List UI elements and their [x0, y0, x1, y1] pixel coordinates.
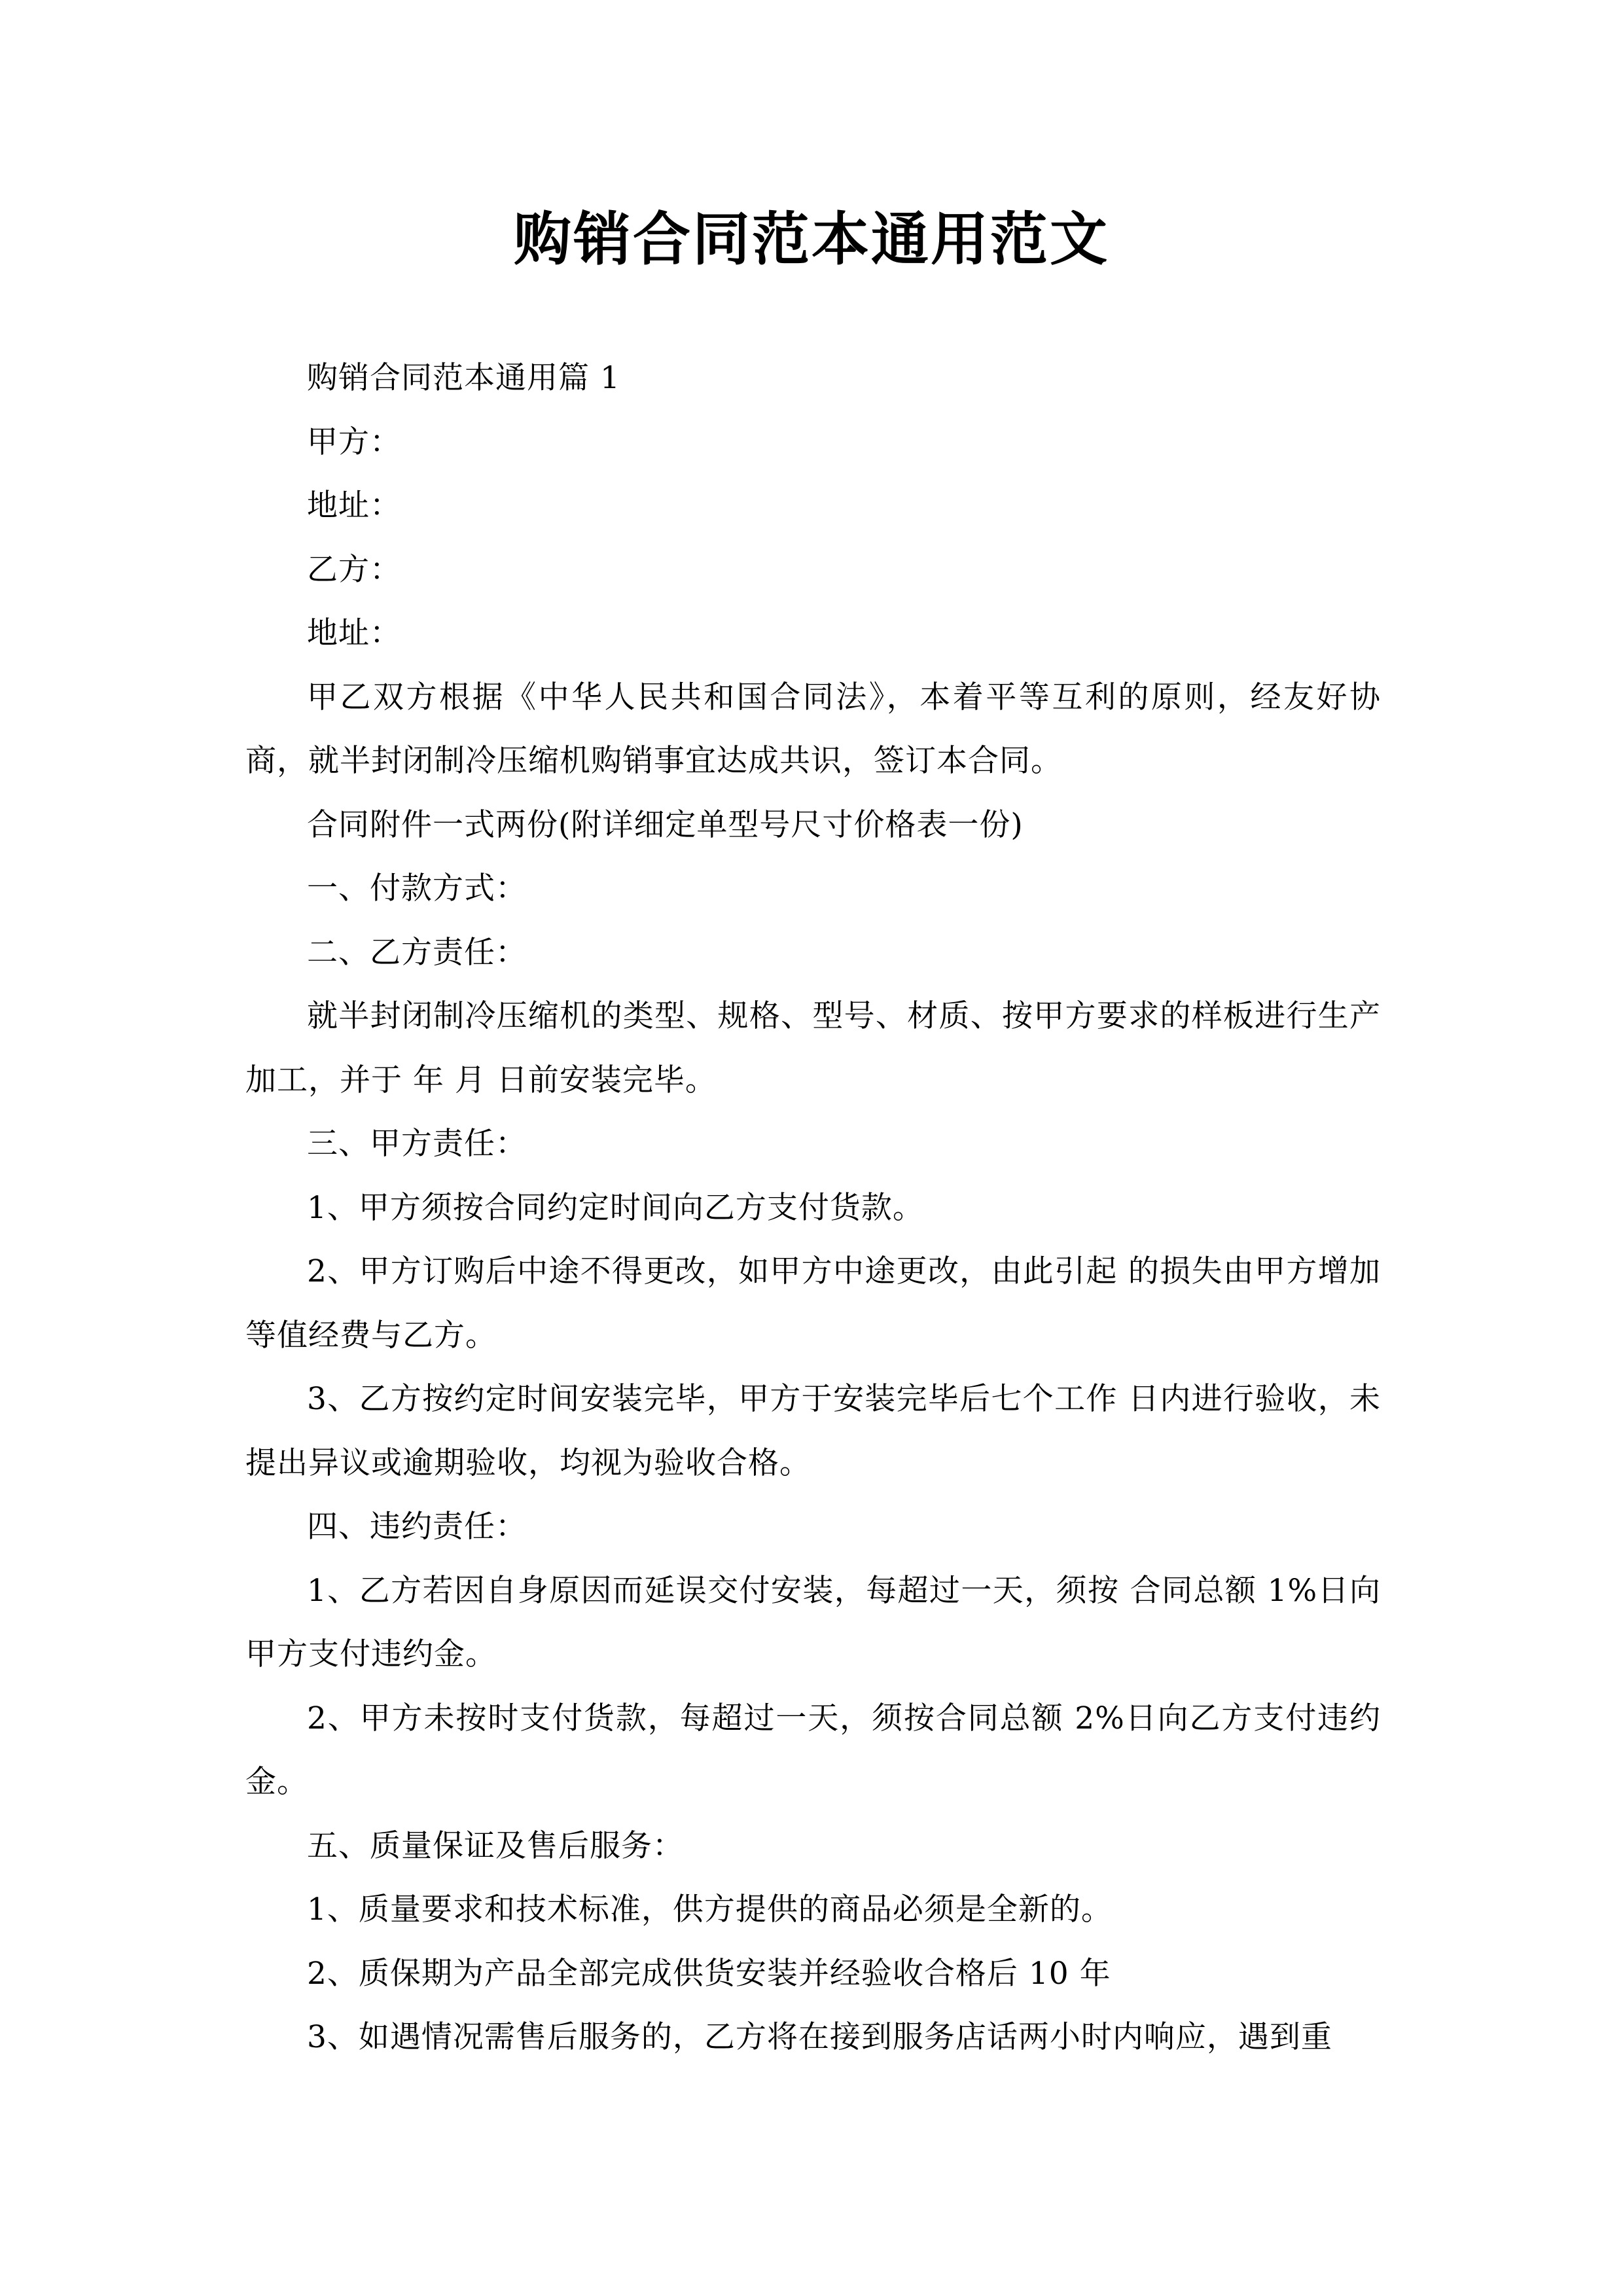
clause-heading-payment: 一、付款方式： [307, 870, 527, 906]
breach-item-1: 1、乙方若因自身原因而延误交付安装，每超过一天，须按 合同总额 1%日向甲方支付违约金。 [245, 1572, 1381, 1672]
clause-heading-party-b-duties: 二、乙方责任： [307, 934, 527, 971]
preamble-paragraph: 甲乙双方根据《中华人民共和国合同法》，本着平等互利的原则，经友好协商，就半封闭制冷压缩机购销事宜达成共识，签订本合同。 [245, 679, 1381, 779]
attachment-note: 合同附件一式两份(附详细定单型号尺寸价格表一份) [307, 806, 1024, 843]
party-b-duties-paragraph: 就半封闭制冷压缩机的类型、规格、型号、材质、按甲方要求的样板进行生产加工，并于 年 月 日前安装完毕。 [245, 998, 1381, 1098]
party-b-label: 乙方： [307, 551, 401, 588]
clause-heading-breach: 四、违约责任： [307, 1509, 527, 1545]
clause-heading-party-a-duties: 三、甲方责任： [307, 1126, 527, 1162]
party-a-label: 甲方： [307, 423, 401, 460]
party-a-address-label: 地址： [307, 488, 401, 524]
party-a-duty-3: 3、乙方按约定时间安装完毕，甲方于安装完毕后七个工作 日内进行验收，未提出异议或逾期验收，均视为验收合格。 [245, 1381, 1381, 1481]
quality-item-1: 1、质量要求和技术标准，供方提供的商品必须是全新的。 [307, 1892, 1113, 1928]
document-body [245, 346, 1381, 2070]
party-a-duty-2: 2、甲方订购后中途不得更改，如甲方中途更改，由此引起 的损失由甲方增加等值经费与乙方。 [245, 1253, 1381, 1354]
party-a-duty-1: 1、甲方须按合同约定时间向乙方支付货款。 [307, 1189, 924, 1226]
party-b-address-label: 地址： [307, 615, 401, 651]
section-heading-part-1: 购销合同范本通用篇 1 [307, 360, 620, 396]
quality-item-3: 3、如遇情况需售后服务的，乙方将在接到服务店话两小时内响应，遇到重 [307, 2019, 1332, 2055]
breach-item-2: 2、甲方未按时支付货款，每超过一天，须按合同总额 2%日向乙方支付违约金。 [245, 1700, 1381, 1800]
quality-item-2: 2、质保期为产品全部完成供货安装并经验收合格后 10 年 [307, 1955, 1111, 1992]
document-title: 购销合同范本通用范文 [513, 205, 1109, 273]
clause-heading-quality-service: 五、质量保证及售后服务： [307, 1827, 684, 1864]
